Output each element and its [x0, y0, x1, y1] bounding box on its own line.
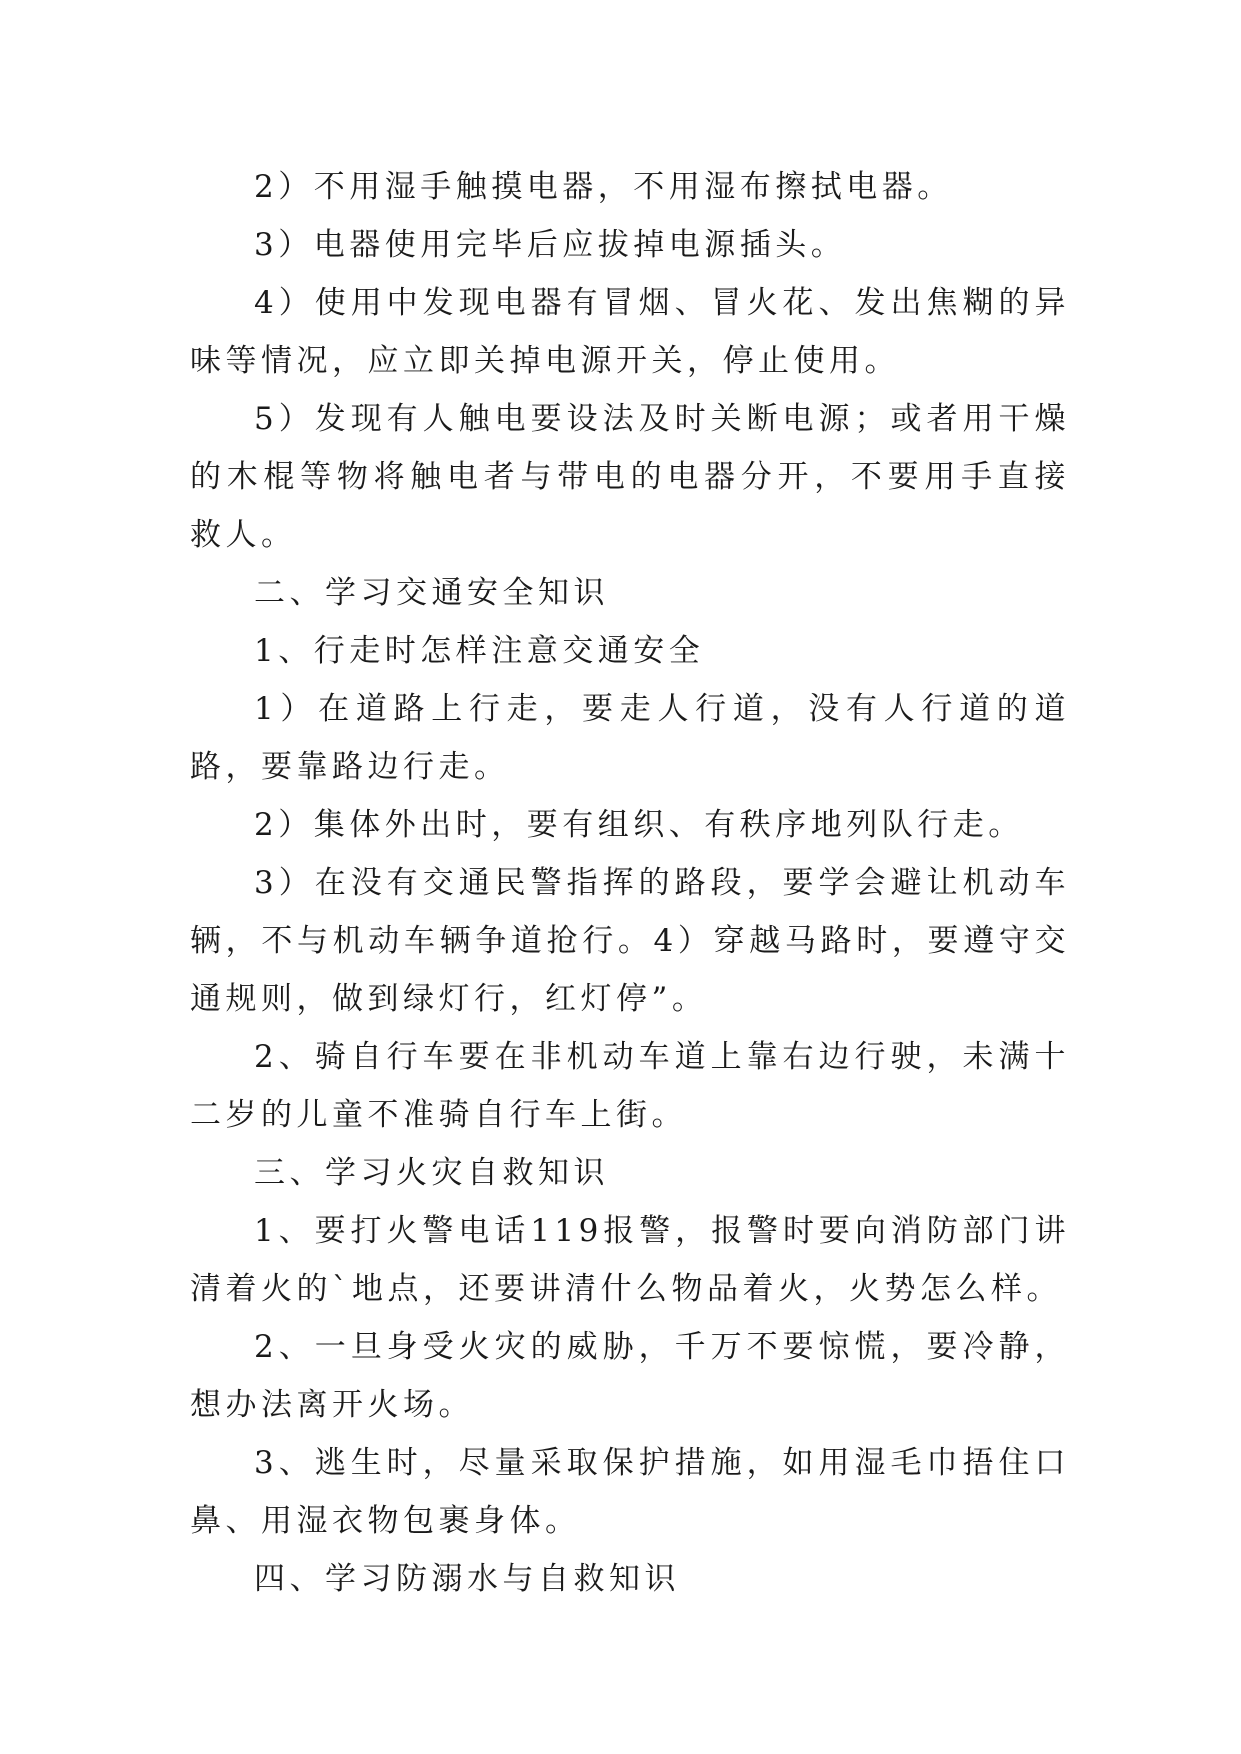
section-heading: 二、学习交通安全知识: [254, 575, 609, 611]
paragraph: 3）电器使用完毕后应拔掉电源插头。: [254, 227, 847, 263]
subsection-heading: 1、行走时怎样注意交通安全: [254, 633, 705, 669]
paragraph: 5）发现有人触电要设法及时关断电源；或者用干燥的木棍等物将触电者与带电的电器分开，不要用手直接救人。: [190, 401, 1070, 553]
paragraph: 2、骑自行车要在非机动车道上靠右边行驶，未满十二岁的儿童不准骑自行车上街。: [190, 1039, 1070, 1133]
paragraph: 4）使用中发现电器有冒烟、冒火花、发出焦糊的异味等情况，应立即关掉电源开关，停止使用。: [190, 285, 1070, 379]
paragraph: 2）不用湿手触摸电器，不用湿布擦拭电器。: [254, 169, 953, 205]
paragraph: 2）集体外出时，要有组织、有秩序地列队行走。: [254, 807, 1024, 843]
paragraph: 3、逃生时，尽量采取保护措施，如用湿毛巾捂住口鼻、用湿衣物包裹身体。: [190, 1445, 1070, 1539]
section-heading: 三、学习火灾自救知识: [254, 1155, 609, 1191]
paragraph: 1）在道路上行走，要走人行道，没有人行道的道路，要靠路边行走。: [190, 691, 1070, 785]
paragraph: 1、要打火警电话119报警，报警时要向消防部门讲清着火的`地点，还要讲清什么物品着火，火势怎么样。: [190, 1213, 1070, 1307]
paragraph: 3）在没有交通民警指挥的路段，要学会避让机动车辆，不与机动车辆争道抢行。4）穿越马路时，要遵守交通规则，做到绿灯行，红灯停”。: [190, 865, 1070, 1017]
paragraph: 2、一旦身受火灾的威胁，千万不要惊慌，要冷静，想办法离开火场。: [190, 1329, 1070, 1423]
section-heading: 四、学习防溺水与自救知识: [254, 1561, 680, 1597]
document-body: [190, 158, 1070, 1608]
